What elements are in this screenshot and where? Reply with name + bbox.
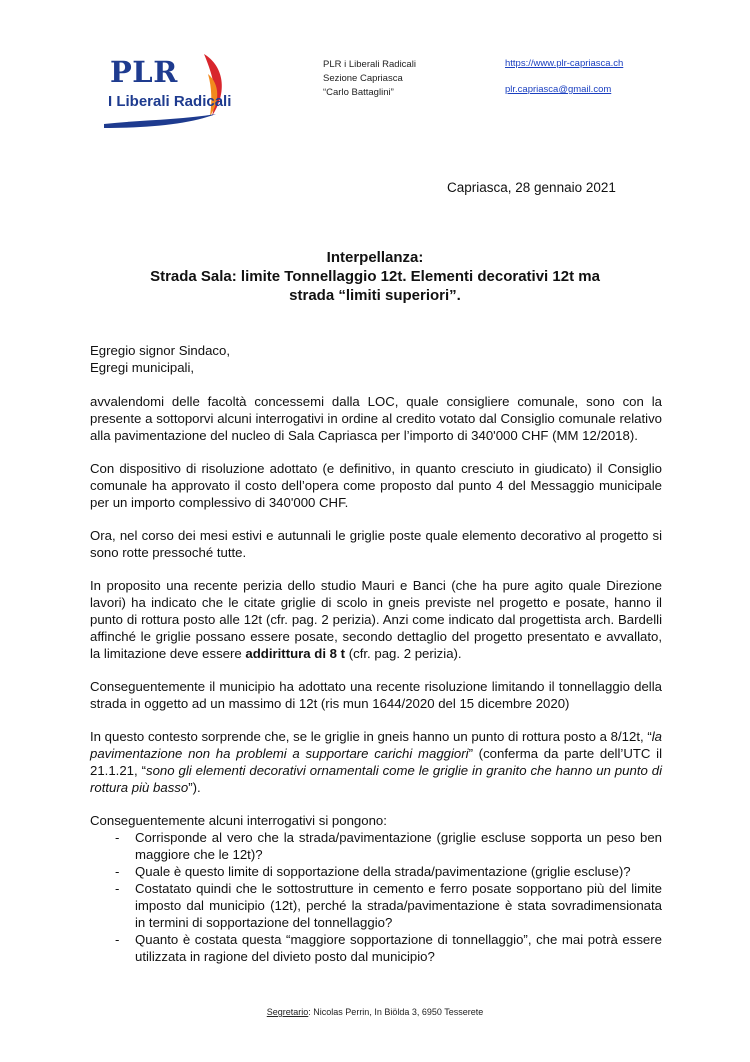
question-text: Quale è questo limite di sopportazione della strada/pavimentazione (griglie escluse)?	[135, 864, 631, 879]
paragraph-6-text-a: In questo contesto sorprende che, se le griglie in gneis hanno un punto di rottura posto a 8/12t, “	[90, 729, 652, 744]
title-line-3: strada “limiti superiori”.	[289, 287, 461, 304]
footer-text: : Nicolas Perrin, In Biölda 3, 6950 Tesserete	[308, 1007, 484, 1017]
question-item	[90, 931, 662, 965]
document-title	[90, 248, 660, 305]
question-item	[90, 829, 662, 863]
bullet-dash: -	[115, 932, 120, 947]
org-line-1: PLR i Liberali Radicali	[323, 59, 416, 70]
paragraph-6-text-c: ”).	[188, 780, 201, 795]
bullet-dash: -	[115, 864, 120, 879]
paragraph-1: avvalendomi delle facoltà concessemi dalla LOC, quale consigliere comunale, sono con la presente a sottoporvi alcuni interrogativi in ordine al credito votato dal Consiglio comunale relativo alla pavimentazione del nucleo di Sala Capriasca per l’importo di 340'000 CHF (MM 12/2018).	[90, 394, 662, 443]
greeting-line-2: Egregi municipali,	[90, 360, 195, 375]
question-item	[90, 863, 662, 880]
plr-logo	[100, 52, 230, 130]
website-link[interactable]: https://www.plr-capriasca.ch	[505, 58, 624, 69]
greeting-line-1: Egregio signor Sindaco,	[90, 343, 231, 358]
logo-brand: PLR	[110, 55, 178, 89]
paragraph-6-text-b: ” (conferma da parte dell’UTC il 21.1.21, “	[90, 746, 662, 778]
email-link[interactable]: plr.capriasca@gmail.com	[505, 84, 612, 95]
paragraph-6	[90, 728, 662, 796]
paragraph-6-quote-1: la pavimentazione non ha problemi a supportare carichi maggiori	[90, 729, 662, 761]
document-date: Capriasca, 28 gennaio 2021	[447, 180, 616, 195]
question-item	[90, 880, 662, 931]
title-line-2: Strada Sala: limite Tonnellaggio 12t. Elementi decorativi 12t ma	[150, 268, 600, 285]
org-line-2: Sezione Capriasca	[323, 73, 403, 84]
title-line-1: Interpellanza:	[326, 249, 424, 266]
paragraph-2: Con dispositivo di risoluzione adottato (e definitivo, in quanto cresciuto in giudicato) il Consiglio comunale ha approvato il costo dell’opera come proposto dal punto 4 del Messaggio municipale per un importo complessivo di 340'000 CHF.	[90, 461, 662, 510]
question-text: Corrisponde al vero che la strada/pavimentazione (griglie escluse sopporta un peso ben maggiore che le 12t)?	[135, 830, 662, 862]
question-text: Costatato quindi che le sottostrutture in cemento e ferro posate sopportano più del limite imposto dal municipio (12t), perché la strada/pavimentazione è stata sovradimensionata in termini di sopportazione del tonnellaggio?	[135, 881, 662, 930]
paragraph-4-bold: addirittura di 8 t	[245, 646, 346, 661]
logo-tagline: I Liberali Radicali	[108, 93, 232, 110]
document-body	[90, 342, 662, 965]
org-line-3: “Carlo Battaglini”	[323, 87, 394, 98]
paragraph-3: Ora, nel corso dei mesi estivi e autunnali le griglie poste quale elemento decorativo al progetto si sono rotte pressoché tutte.	[90, 528, 662, 560]
bullet-dash: -	[115, 881, 120, 896]
paragraph-4-text-b: (cfr. pag. 2 perizia).	[345, 646, 462, 661]
questions-list	[90, 829, 662, 965]
paragraph-4-text-a: In proposito una recente perizia dello studio Mauri e Banci (che ha pure agito quale Direzione lavori) ha indicato che le citate griglie di scolo in gneis previste nel progetto e posate, hanno il punto di rottura posto alle 12t (cfr. pag. 2 perizia). Anzi come indicato dal progettista arch. Bardelli affinché le griglie possano essere posate, secondo dettaglio del progetto presentato e avvallato, la limitazione deve essere	[90, 578, 662, 661]
organization-info	[323, 58, 416, 100]
bullet-dash: -	[115, 830, 120, 845]
footer-label: Segretario	[266, 1007, 309, 1017]
greeting	[90, 342, 662, 376]
footer	[0, 1007, 750, 1017]
paragraph-6-quote-2: sono gli elementi decorativi ornamentali come le griglie in granito che hanno un punto di rottura più basso	[90, 763, 662, 795]
paragraph-4	[90, 577, 662, 662]
paragraph-7: Conseguentemente alcuni interrogativi si pongono:	[90, 813, 387, 828]
question-text: Quanto è costata questa “maggiore sopportazione di tonnellaggio”, che mai potrà essere utilizzata in ragione del divieto posto dal municipio?	[135, 932, 662, 964]
paragraph-5: Conseguentemente il municipio ha adottato una recente risoluzione limitando il tonnellaggio della strada in oggetto ad un massimo di 12t (ris mun 1644/2020 del 15 dicembre 2020)	[90, 679, 662, 711]
